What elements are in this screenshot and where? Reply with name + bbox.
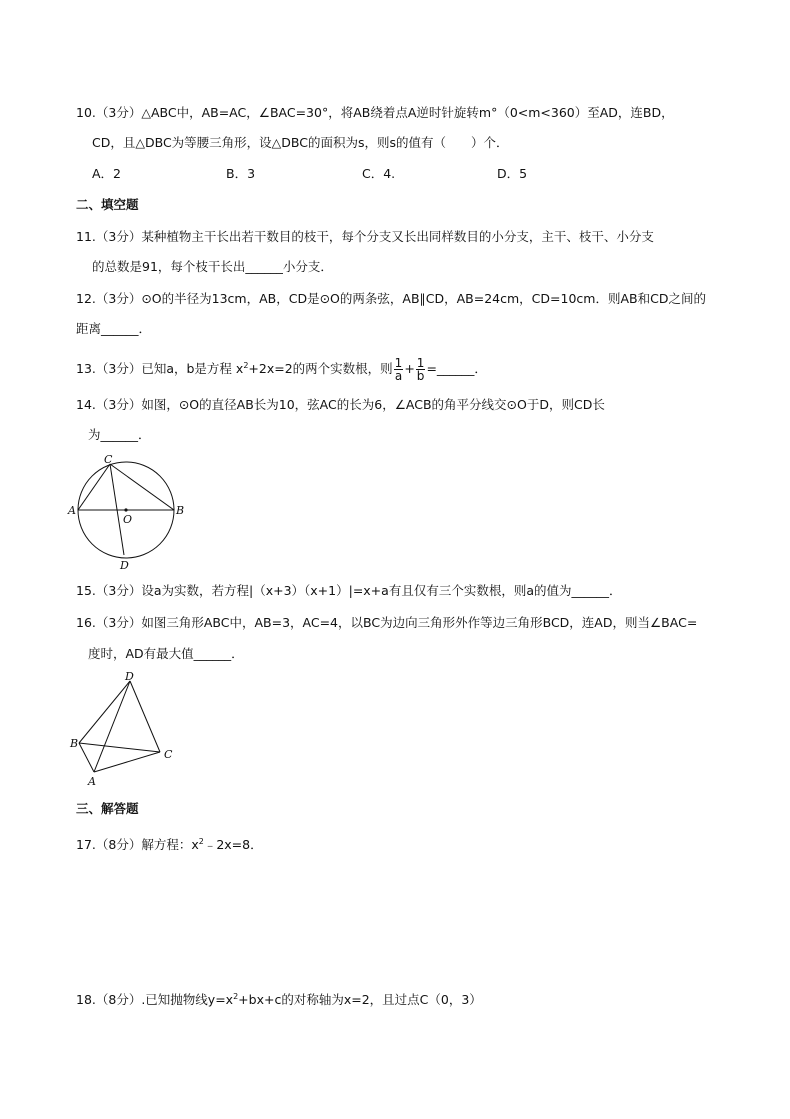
q15-line1: 15.（3分）设a为实数，若方程|（x+3）（x+1）|=x+a有且仅有三个实数根，则a的值为______． <box>76 583 622 598</box>
q14-label-d: D <box>120 559 129 572</box>
q16-line1: 16.（3分）如图三角形ABC中，AB=3，AC=4，以BC为边向三角形外作等边三角形BCD，连AD，则当∠BAC= <box>76 615 698 630</box>
section-fill-in-heading: 二、填空题 <box>76 197 139 212</box>
q14-center-point <box>124 508 127 511</box>
q10-option-a: A．2 <box>92 166 122 181</box>
q13-fraction-1 <box>394 357 404 382</box>
q16-segment-ad <box>94 681 130 772</box>
q17-prefix: 17.（8分）解方程：x <box>76 837 199 852</box>
q14-label-c: C <box>104 453 113 466</box>
q16-triangle-figure <box>64 670 184 788</box>
q16-side-ba <box>79 743 94 772</box>
q10-line2: CD，且△DBC为等腰三角形，设△DBC的面积为s，则s的值有（ ）个． <box>92 135 509 150</box>
q17-suffix: ﹣2x=8． <box>203 837 263 852</box>
q17-line <box>76 833 263 854</box>
q18-prefix: 18.（8分）.已知抛物线y=x <box>76 992 234 1007</box>
q18-sup: 2 <box>233 992 239 1001</box>
q16-label-a: A <box>88 775 96 788</box>
q11-line2: 的总数是91，每个枝干长出______小分支． <box>92 259 333 274</box>
q14-line1: 14.（3分）如图，⊙O的直径AB长为10，弦AC的长为6，∠ACB的角平分线交⊙O于D，则CD长 <box>76 397 605 412</box>
q13-plus: + <box>404 361 415 376</box>
section-solve-heading: 三、解答题 <box>76 801 139 816</box>
q16-side-dc <box>130 681 160 752</box>
q13-middle: +2x=2的两个实数根，则 <box>248 361 393 376</box>
q13-frac1-num: 1 <box>394 356 403 370</box>
q14-label-o: O <box>123 513 133 526</box>
q13-frac2-den: b <box>416 369 425 383</box>
q14-line2: 为______． <box>88 427 151 442</box>
q13-frac1-den: a <box>394 369 403 383</box>
q16-side-ac <box>94 752 160 772</box>
q16-side-bc <box>79 743 160 752</box>
q16-label-d: D <box>125 670 134 683</box>
q13-fraction-2 <box>416 357 426 382</box>
q13-prefix: 13.（3分）已知a，b是方程 x <box>76 361 244 376</box>
q14-label-a: A <box>68 504 76 517</box>
q16-label-b: B <box>70 737 79 750</box>
q17-sup: 2 <box>198 837 204 846</box>
q10-option-d: D．5 <box>497 166 528 181</box>
q16-line2: 度时，AD有最大值______． <box>88 646 244 661</box>
q11-line1: 11.（3分）某种植物主干长出若干数目的枝干，每个分支又长出同样数目的小分支，主干、枝干、小分支 <box>76 229 654 244</box>
q10-option-b: B．3 <box>226 166 256 181</box>
q18-suffix: +bx+c的对称轴为x=2，且过点C（0，3） <box>238 992 482 1007</box>
q16-side-db <box>79 681 130 743</box>
q13-sup: 2 <box>243 361 249 370</box>
q18-line <box>76 988 482 1009</box>
q12-line2: 距离______． <box>76 321 152 336</box>
q14-label-b: B <box>176 504 185 517</box>
q14-circle-figure <box>66 452 191 572</box>
q13-frac2-num: 1 <box>416 356 425 370</box>
q16-label-c: C <box>164 748 173 761</box>
q10-option-c: C．4. <box>362 166 396 181</box>
q14-chord-cb <box>110 464 174 510</box>
q10-line1: 10.（3分）△ABC中，AB=AC，∠BAC=30°，将AB绕着点A逆时针旋转m°（0<m<360）至AD，连BD， <box>76 105 674 120</box>
q13-suffix: =______． <box>426 361 487 376</box>
q12-line1: 12.（3分）⊙O的半径为13cm，AB，CD是⊙O的两条弦，AB∥CD，AB=24cm，CD=10cm．则AB和CD之间的 <box>76 291 706 306</box>
q14-chord-ac <box>78 464 110 510</box>
q13-line <box>76 352 487 383</box>
